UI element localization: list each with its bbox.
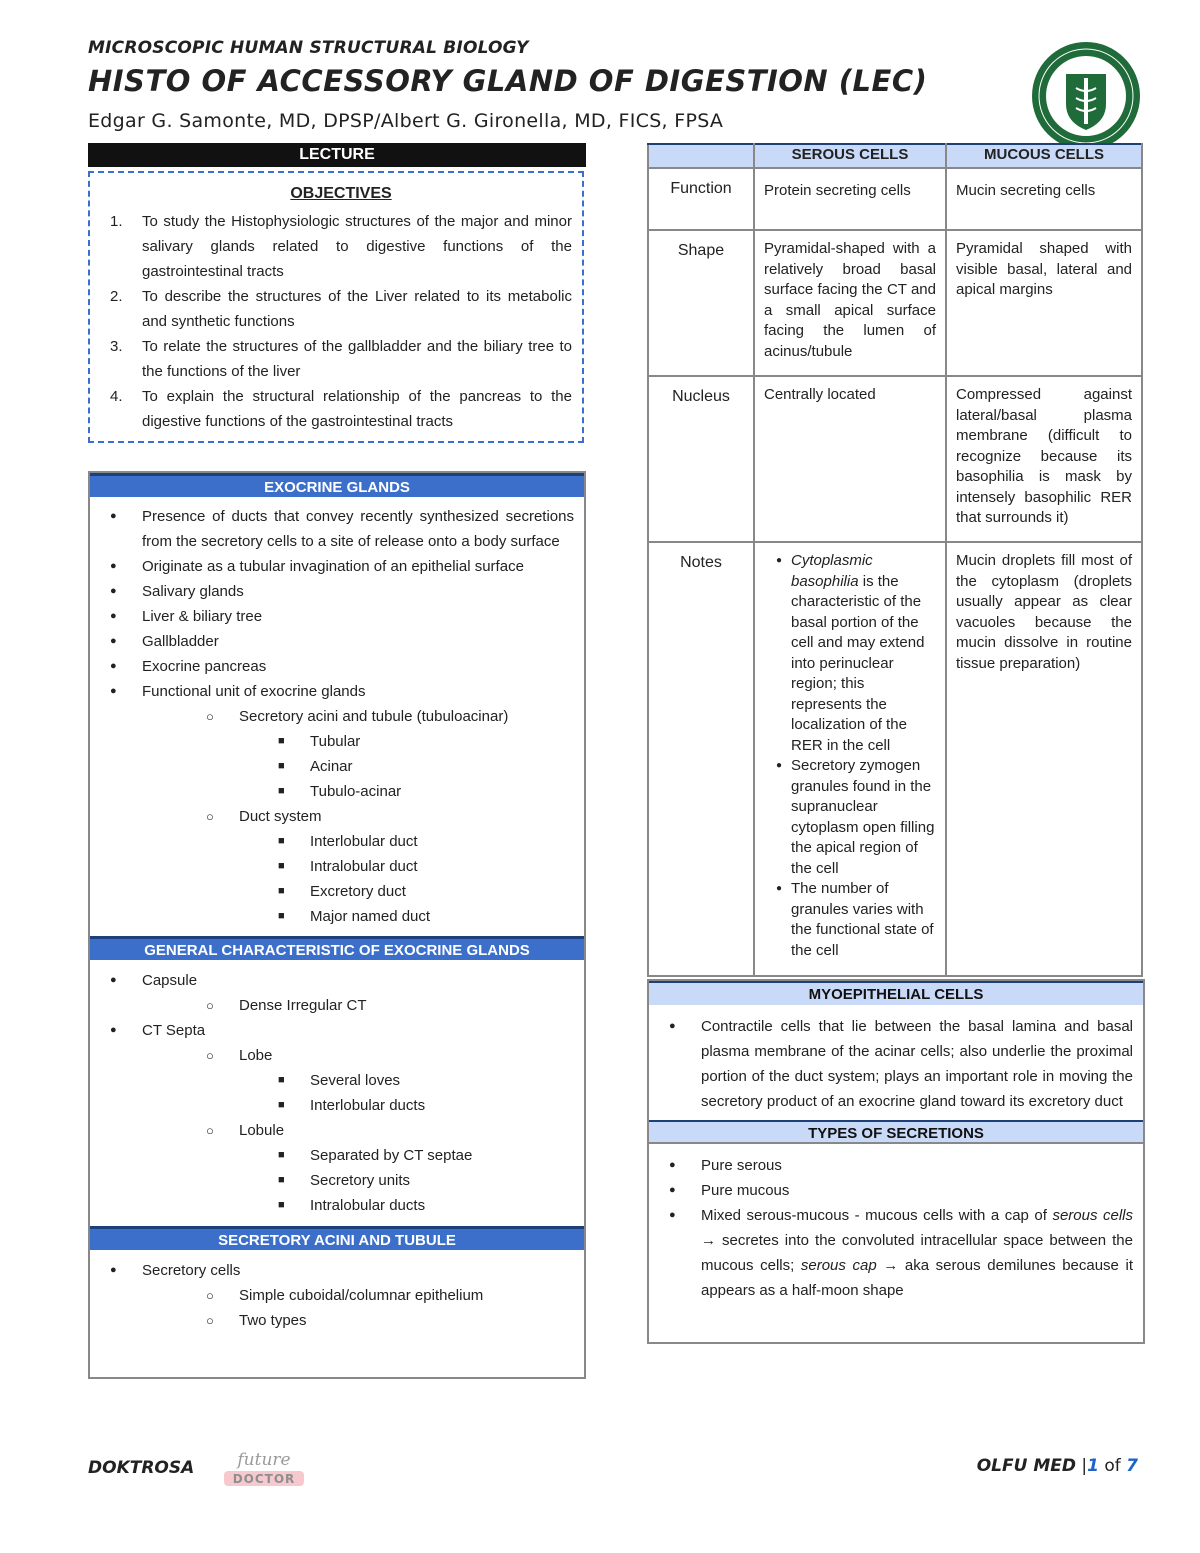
list-item: ○ Simple cuboidal/columnar epithelium	[90, 1283, 584, 1308]
page-number: 1	[1087, 1456, 1099, 1476]
future-doctor-logo-icon	[222, 1447, 308, 1489]
myoepithelial-list	[649, 1005, 1143, 1120]
lecture-authors: Edgar G. Samonte, MD, DPSP/Albert G. Gironella, MD, FICS, FPSA	[88, 110, 724, 132]
table-row	[648, 376, 1142, 542]
list-item: ■ Tubular	[90, 729, 584, 754]
exocrine-glands-header: EXOCRINE GLANDS	[90, 473, 584, 497]
list-item: ○ Two types	[90, 1308, 584, 1333]
footer-doktrosa: DOKTROSA	[88, 1458, 195, 1478]
list-item: ● Contractile cells that lie between the basal lamina and basal plasma membrane of the acinar cells; also underlie the proximal portion of the duct system; plays an important role in moving the secretory product of an exocrine gland toward its excretory duct	[649, 1014, 1143, 1114]
table-header-mucous: MUCOUS CELLS	[946, 144, 1142, 168]
objectives-box	[88, 171, 584, 443]
list-item: ● Presence of ducts that convey recently synthesized secretions from the secretory cells to a site of release onto a body surface	[90, 504, 584, 554]
table-header-row	[648, 144, 1142, 168]
mucous-shape-cell: Pyramidal shaped with visible basal, lateral and apical margins	[946, 230, 1142, 376]
list-item: ● Mixed serous-mucous - mucous cells with a cap of serous cells → secretes into the convoluted intracellular space between the mucous cells; serous cap → aka serous demilunes because it appears as a half-moon shape	[649, 1203, 1143, 1303]
list-item: ● Pure mucous	[649, 1178, 1143, 1203]
types-secretions-header: TYPES OF SECRETIONS	[649, 1120, 1143, 1144]
list-item: ■ Intralobular duct	[90, 854, 584, 879]
secretory-acini-header: SECRETORY ACINI AND TUBULE	[90, 1226, 584, 1250]
lecture-title: HISTO OF ACCESSORY GLAND OF DIGESTION (LEC)	[88, 64, 928, 98]
list-item: ○ Duct system	[90, 804, 584, 829]
list-item: ● The number of granules varies with the functional state of the cell	[791, 879, 936, 961]
serous-notes-list	[775, 551, 936, 961]
list-item: ■ Acinar	[90, 754, 584, 779]
future-logo-word: future	[237, 1450, 291, 1470]
list-item: ■ Excretory duct	[90, 879, 584, 904]
list-item: ■ Major named duct	[90, 904, 584, 929]
mucous-notes-cell: Mucin droplets fill most of the cytoplasm (droplets usually appear as clear vacuoles because the mucin dissolve in routine tissue preparation)	[946, 542, 1142, 976]
table-row	[648, 230, 1142, 376]
objective-item: 2. To describe the structures of the Liver related to its metabolic and synthetic functions	[110, 288, 572, 330]
list-item: ● Exocrine pancreas	[90, 654, 584, 679]
table-row	[648, 168, 1142, 230]
objective-item: 3. To relate the structures of the gallbladder and the biliary tree to the functions of the liver	[110, 338, 572, 380]
lecture-bar: LECTURE	[88, 143, 586, 167]
serous-shape-cell: Pyramidal-shaped with a relatively broad basal surface facing the CT and a small apical surface facing the lumen of acinus/tubule	[754, 230, 946, 376]
left-sections-box	[88, 471, 586, 1379]
list-item: ■ Intralobular ducts	[90, 1193, 584, 1218]
right-sections-box	[647, 979, 1145, 1344]
list-item: ● Functional unit of exocrine glands	[90, 679, 584, 704]
list-item: ○ Dense Irregular CT	[90, 993, 584, 1018]
list-item: ○ Lobe	[90, 1043, 584, 1068]
objectives-list	[110, 209, 572, 434]
row-label-function: Function	[648, 168, 754, 230]
doctor-logo-word: DOCTOR	[232, 1472, 296, 1486]
list-item: ● Secretory cells	[90, 1258, 584, 1283]
course-title: MICROSCOPIC HUMAN STRUCTURAL BIOLOGY	[88, 38, 529, 58]
list-item: ● CT Septa	[90, 1018, 584, 1043]
list-item: ● Secretory zymogen granules found in the supranuclear cytoplasm open filling the apical region of the cell	[791, 756, 936, 879]
list-item: ■ Interlobular ducts	[90, 1093, 584, 1118]
list-item: ○ Secretory acini and tubule (tubuloacinar)	[90, 704, 584, 729]
list-item: ● Pure serous	[649, 1153, 1143, 1178]
row-label-shape: Shape	[648, 230, 754, 376]
row-label-notes: Notes	[648, 542, 754, 976]
myoepithelial-header: MYOEPITHELIAL CELLS	[649, 981, 1143, 1005]
table-row	[648, 542, 1142, 976]
page-of: of	[1104, 1456, 1121, 1476]
list-item: ○ Lobule	[90, 1118, 584, 1143]
mucous-nucleus-cell: Compressed against lateral/basal plasma membrane (difficult to recognize because its basophilia is mask by intensely basophilic RER that surrounds it)	[946, 376, 1142, 542]
list-item: ● Liver & biliary tree	[90, 604, 584, 629]
general-list	[90, 960, 584, 1226]
exocrine-list	[90, 497, 584, 936]
list-item: ● Gallbladder	[90, 629, 584, 654]
university-seal-icon	[1030, 40, 1142, 152]
table-header-serous: SEROUS CELLS	[754, 144, 946, 168]
footer-page-info	[977, 1456, 1138, 1476]
list-item: ■ Separated by CT septae	[90, 1143, 584, 1168]
row-label-nucleus: Nucleus	[648, 376, 754, 542]
types-list	[649, 1144, 1143, 1303]
list-item: ● Cytoplasmic basophilia is the characteristic of the basal portion of the cell and may extend into perinuclear region; this represents the localization of the RER in the cell	[791, 551, 936, 756]
list-item: ■ Interlobular duct	[90, 829, 584, 854]
list-item: ● Capsule	[90, 968, 584, 993]
mucous-function-cell: Mucin secreting cells	[946, 168, 1142, 230]
general-characteristic-header: GENERAL CHARACTERISTIC OF EXOCRINE GLANDS	[90, 936, 584, 960]
serous-nucleus-cell: Centrally located	[754, 376, 946, 542]
list-item: ■ Tubulo-acinar	[90, 779, 584, 804]
objective-item: 1. To study the Histophysiologic structures of the major and minor salivary glands related to digestive functions of the gastrointestinal tracts	[110, 213, 572, 280]
objective-item: 4. To explain the structural relationship of the pancreas to the digestive functions of the gastrointestinal tracts	[110, 388, 572, 430]
list-item: ■ Several loves	[90, 1068, 584, 1093]
secretory-list	[90, 1250, 584, 1333]
page-total: 7	[1126, 1456, 1138, 1476]
list-item: ● Salivary glands	[90, 579, 584, 604]
serous-mucous-table	[647, 143, 1143, 977]
footer-separator: |	[1081, 1456, 1088, 1476]
list-item: ● Originate as a tubular invagination of an epithelial surface	[90, 554, 584, 579]
serous-function-cell: Protein secreting cells	[754, 168, 946, 230]
serous-notes-cell	[754, 542, 946, 976]
footer-brand: OLFU MED	[976, 1456, 1076, 1476]
list-item: ■ Secretory units	[90, 1168, 584, 1193]
objectives-title: OBJECTIVES	[290, 185, 392, 202]
table-header-empty	[648, 144, 754, 168]
